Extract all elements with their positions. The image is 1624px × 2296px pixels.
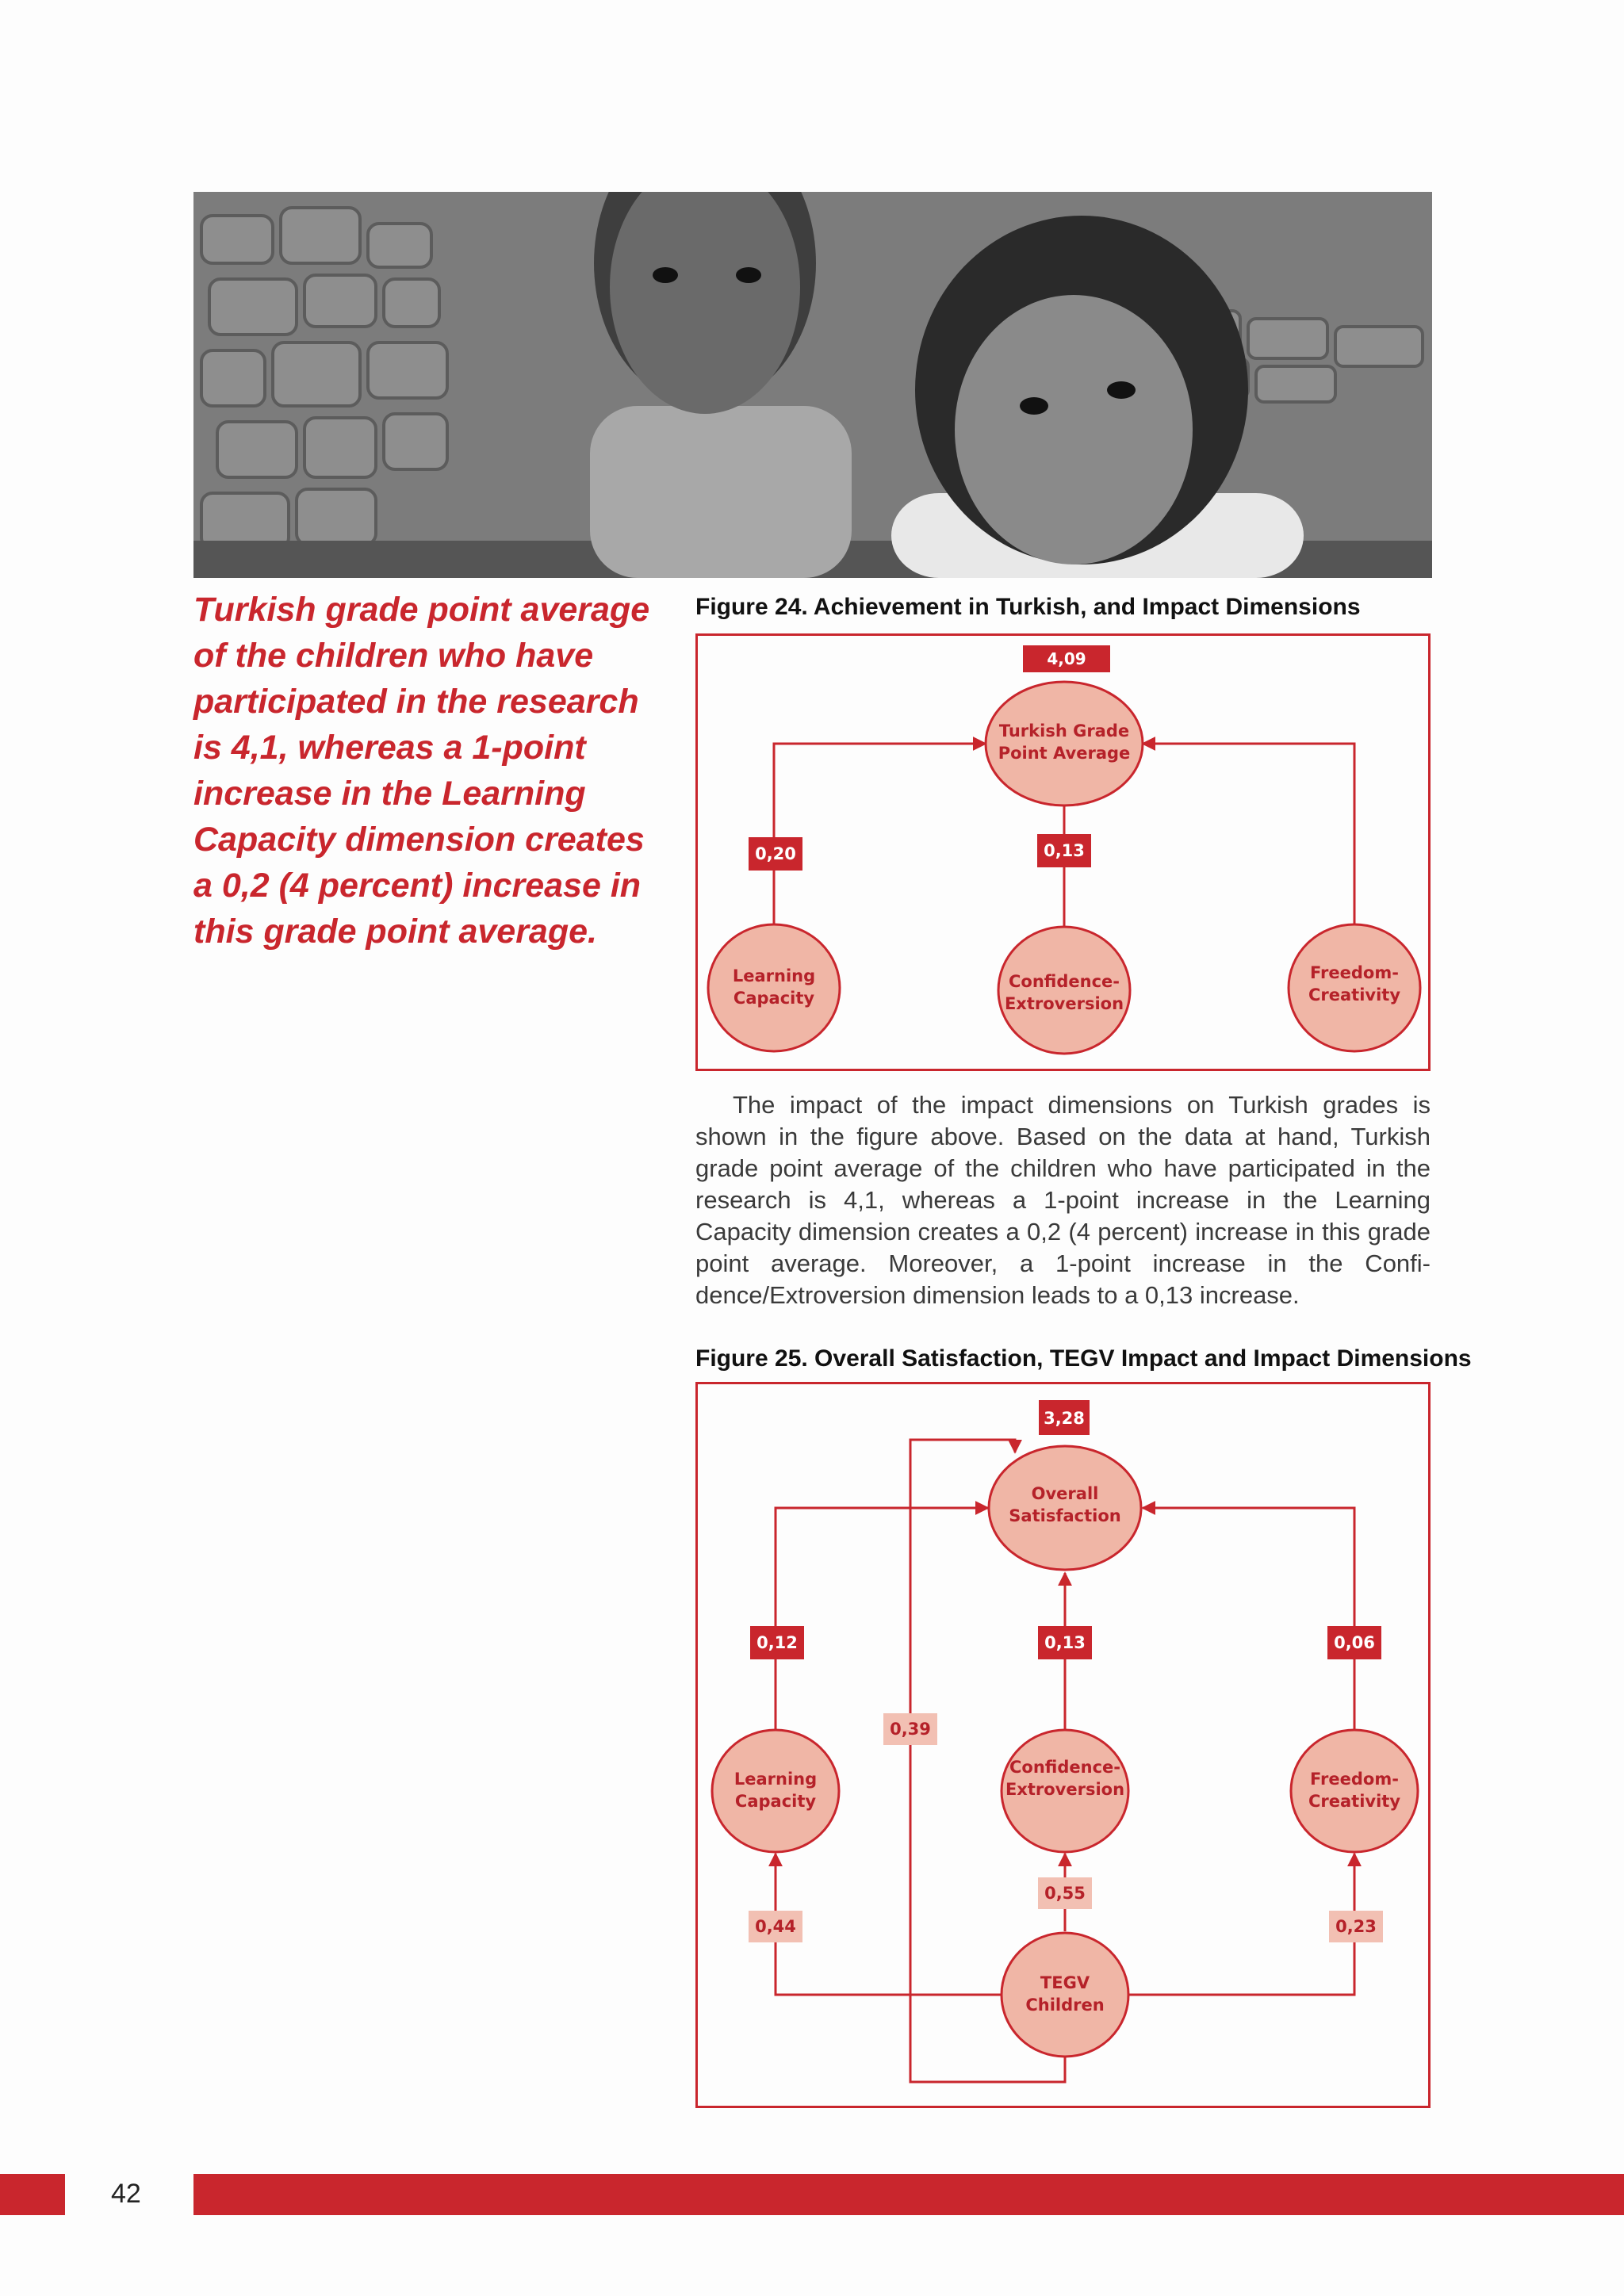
fig24-learning-line2: Capacity bbox=[733, 989, 815, 1008]
fig24-confidence-line1: Confidence- bbox=[1009, 972, 1120, 991]
fig25-learning-line1: Learning bbox=[733, 1770, 818, 1789]
body-paragraph: The impact of the impact dimensions on Turkish grades is shown in the figure above. Based on the data at hand, Turkish grade point average of the children who have participated in the research is 4,1, whereas a 1-point increase in the Learning Capacity dimension creates a 0,2 (4 percent) increase in this grade point average. Moreover, a 1-point increase in the Confi-dence/Extroversion dimension leads to a 0,13 increase. bbox=[695, 1091, 1431, 1309]
fig25-coef-direct: 0,39 bbox=[890, 1720, 931, 1739]
fig24-freedom-line2: Creativity bbox=[1308, 985, 1401, 1004]
fig25-learning-node bbox=[712, 1730, 839, 1852]
fig25-coef-learning: 0,12 bbox=[756, 1633, 798, 1652]
fig24-coef-confidence: 0,13 bbox=[1044, 841, 1085, 860]
pull-quote: Turkish grade point average of the children who have participated in the research is 4,1, whereas a 1-point increase in the Learning Capacity dimension creates a 0,2 (4 percent) increase in this grade point average. bbox=[193, 591, 650, 951]
fig24-freedom-line1: Freedom- bbox=[1310, 963, 1399, 982]
page-number: 42 bbox=[111, 2179, 141, 2209]
fig24-learning-node bbox=[708, 924, 840, 1051]
fig25-coef-freedom: 0,06 bbox=[1334, 1633, 1375, 1652]
fig24-confidence-line2: Extroversion bbox=[1004, 994, 1124, 1013]
fig25-coef-confidence: 0,13 bbox=[1044, 1633, 1086, 1652]
fig25-learning-line2: Capacity bbox=[734, 1792, 817, 1811]
children-photo bbox=[193, 192, 1432, 578]
fig24-coef-learning: 0,20 bbox=[755, 844, 796, 863]
fig25-tegv-line2: Children bbox=[1025, 1996, 1105, 2015]
fig25-value: 3,28 bbox=[1044, 1409, 1085, 1428]
fig25-coef-tegv-freedom: 0,23 bbox=[1335, 1917, 1377, 1936]
fig25-tegv-line1: TEGV bbox=[1040, 1973, 1090, 1992]
fig25-tegv-node bbox=[1002, 1933, 1128, 2057]
fig25-coef-tegv-learning: 0,44 bbox=[755, 1917, 796, 1936]
footer-bar-right bbox=[193, 2174, 1624, 2215]
footer-bar-left bbox=[0, 2174, 65, 2215]
fig24-value: 4,09 bbox=[1047, 649, 1086, 668]
fig25-confidence-line2: Extroversion bbox=[1005, 1780, 1125, 1799]
fig25-target-line2: Satisfaction bbox=[1009, 1506, 1121, 1525]
fig24-learning-line1: Learning bbox=[732, 966, 816, 985]
figure-24-title: Figure 24. Achievement in Turkish, and Impact Dimensions bbox=[695, 594, 1361, 620]
fig25-coef-tegv-confidence: 0,55 bbox=[1044, 1884, 1086, 1903]
figure-25-diagram bbox=[695, 1382, 1431, 2108]
fig24-target-line2: Point Average bbox=[998, 744, 1131, 763]
fig25-freedom-line1: Freedom- bbox=[1310, 1770, 1399, 1789]
figure-25-title: Figure 25. Overall Satisfaction, TEGV Impact and Impact Dimensions bbox=[695, 1345, 1472, 1372]
figure-24-diagram bbox=[695, 633, 1431, 1071]
fig25-target-line1: Overall bbox=[1031, 1484, 1099, 1503]
fig25-confidence-line1: Confidence- bbox=[1009, 1758, 1120, 1777]
fig24-target-line1: Turkish Grade bbox=[998, 721, 1130, 740]
fig25-freedom-node bbox=[1291, 1730, 1418, 1852]
fig25-freedom-line2: Creativity bbox=[1308, 1792, 1401, 1811]
